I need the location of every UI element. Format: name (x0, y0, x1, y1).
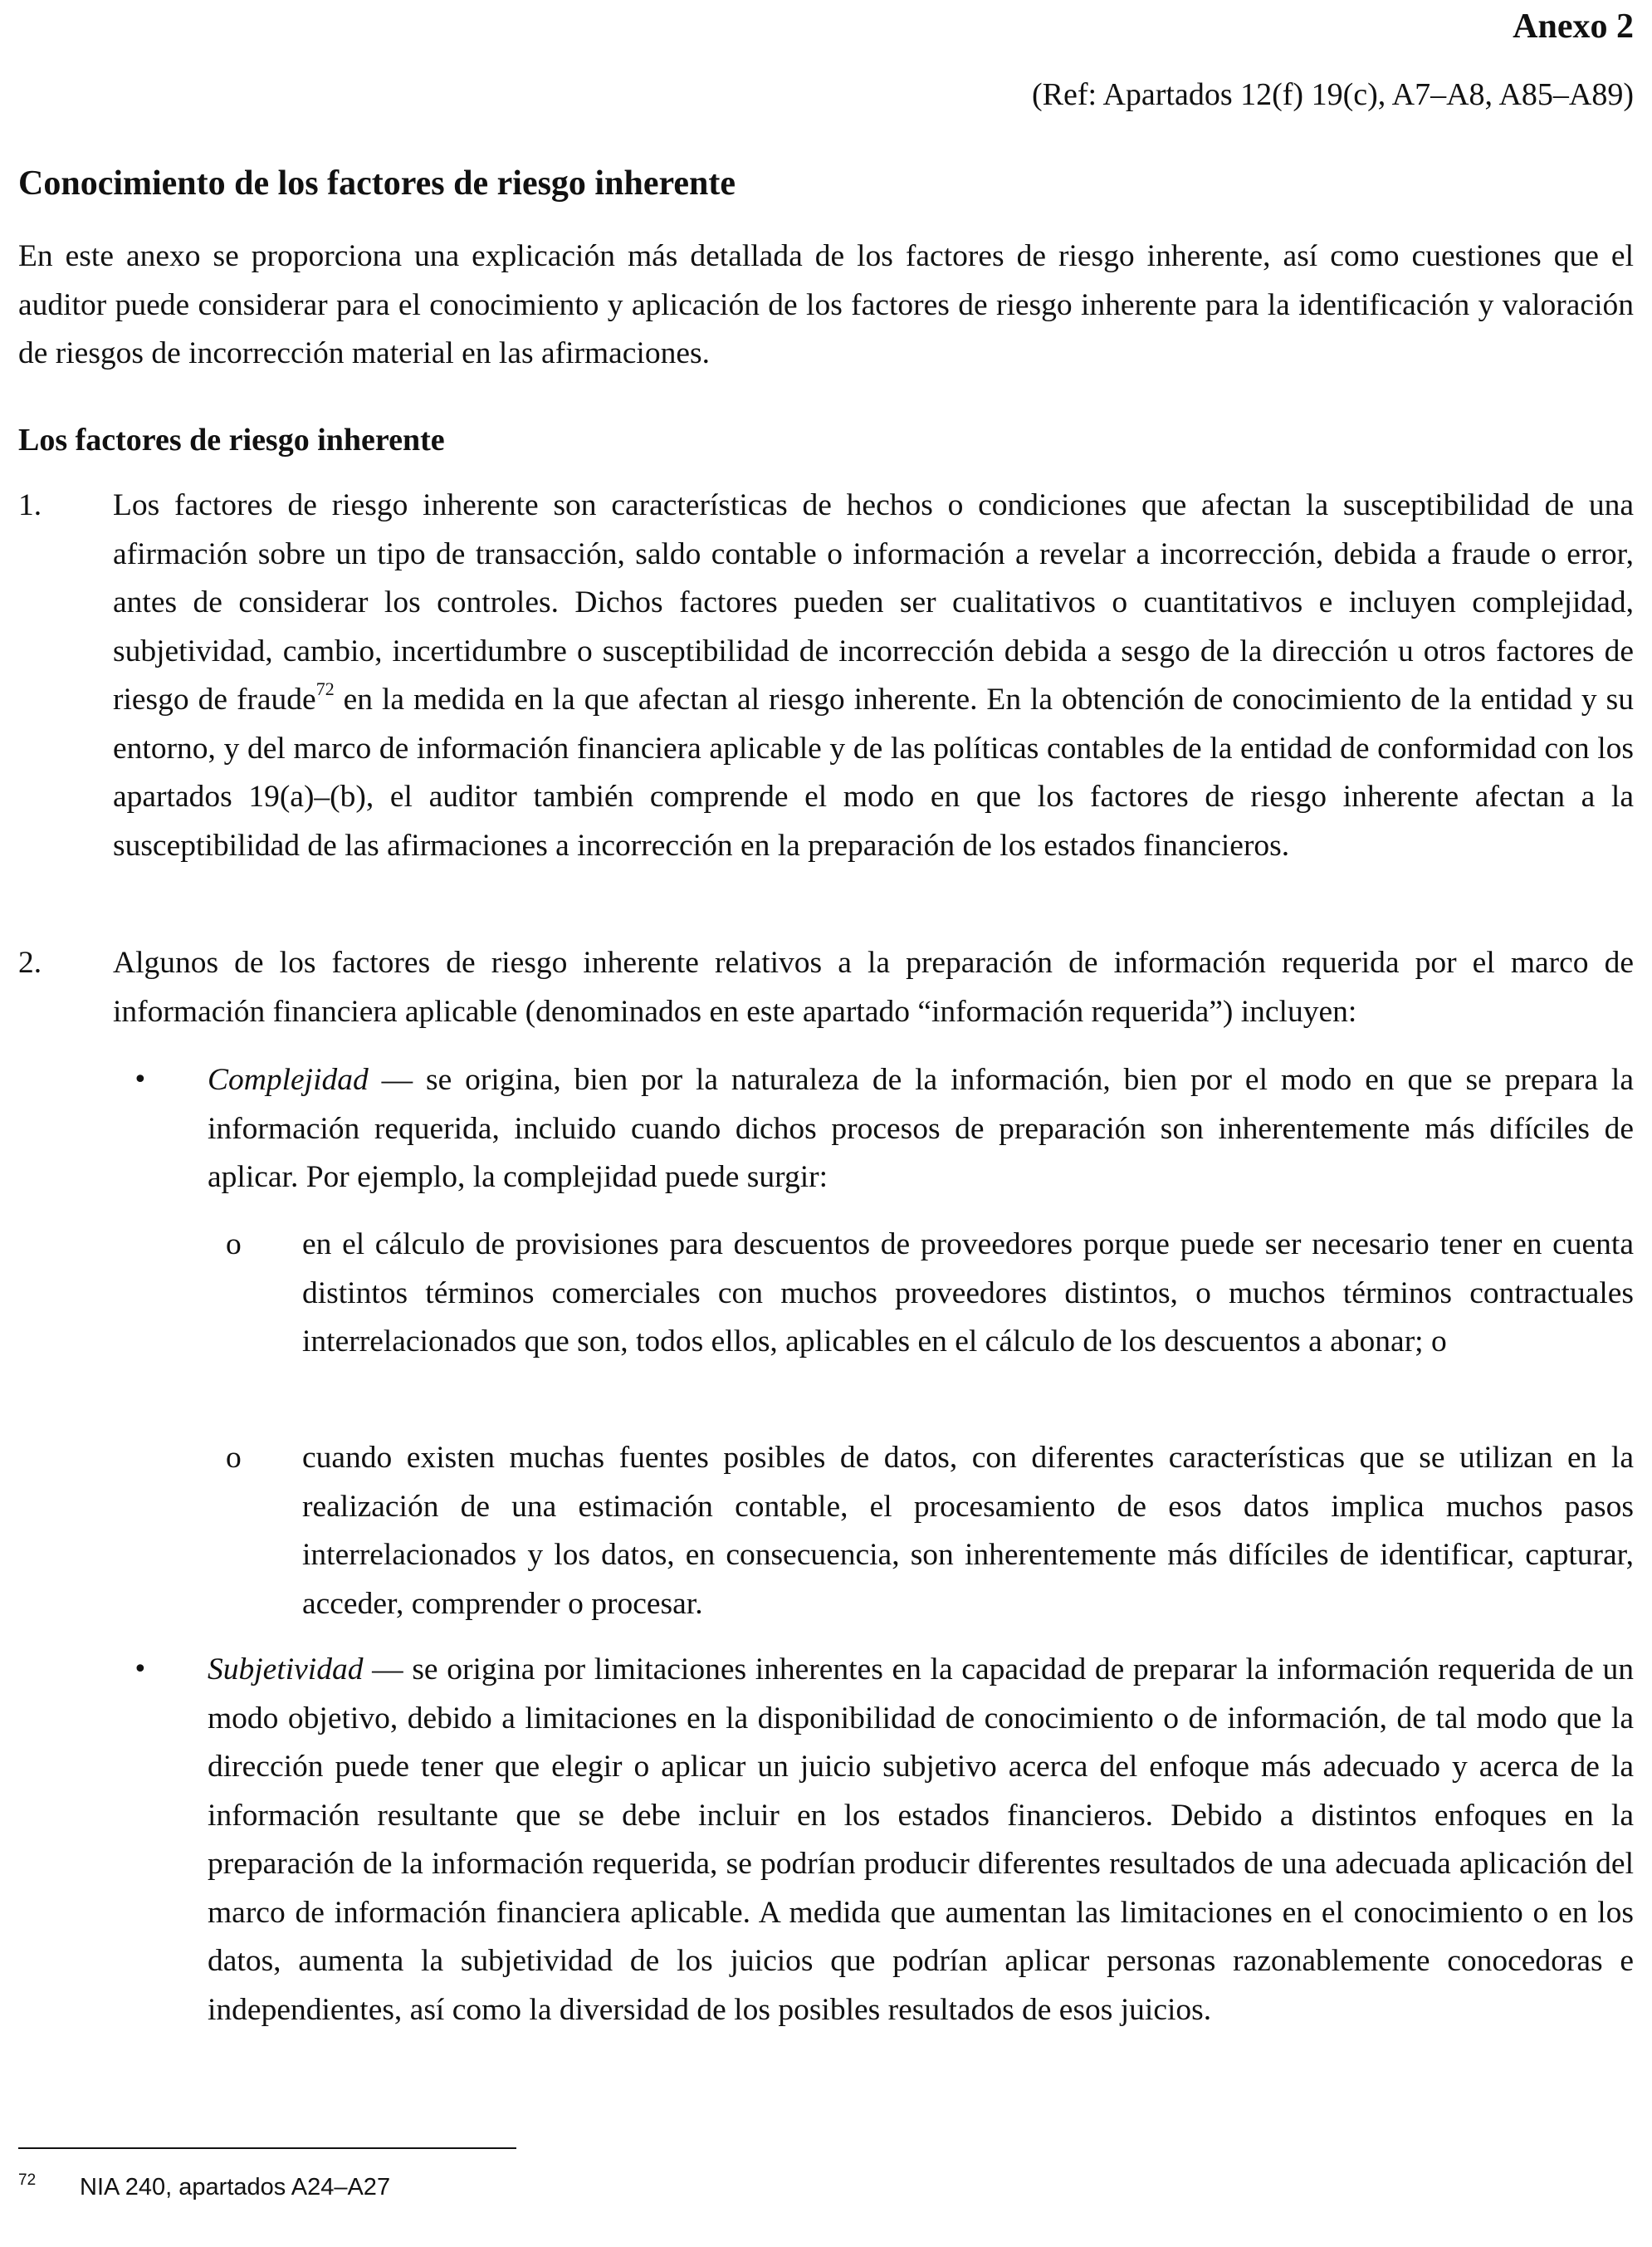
bullet-text (208, 1646, 1634, 2034)
numbered-paragraph-2 (18, 939, 1634, 1036)
footnote-divider (18, 2147, 516, 2149)
bullet-icon: • (133, 1655, 148, 1684)
footnote-number: 72 (18, 2171, 37, 2189)
bullet-term: Complejidad (208, 1063, 369, 1097)
bullet-text (208, 1056, 1634, 1202)
intro-paragraph: En este anexo se proporciona una explicación más detallada de los factores de riesgo inherente, así como cuestiones que el auditor puede considerar para el conocimiento y aplicación de los factores de riesgo inherente para la identificación y valoración de riesgos de incorrección material en las afirmaciones. (18, 239, 1634, 370)
bullet-term: Subjetividad (208, 1652, 364, 1686)
section-heading: Los factores de riesgo inherente (18, 423, 445, 458)
paragraph-text (113, 482, 1634, 870)
paragraph-number: 2. (18, 946, 42, 980)
bullet-description: — se origina por limitaciones inherentes en la capacidad de preparar la información requerida de un modo objetivo, debido a limitaciones en la disponibilidad de conocimiento o de información, de tal modo que la dirección puede tener que elegir o aplicar un juicio subjetivo acerca del enfoque más adecuado y acerca de la información resultante que se debe incluir en los estados financieros. Debido a distintos enfoques en la preparación de la información requerida, se podrían producir diferentes resultados de una adecuada aplicación del marco de información financiera aplicable. A medida que aumentan las limitaciones en el conocimiento o en los datos, aumenta la subjetividad de los juicios que podrían aplicar personas razonablemente conocedoras e independientes, así como la diversidad de los posibles resultados de esos juicios. (208, 1652, 1634, 2027)
bullet-item-complejidad (113, 1056, 1634, 1202)
page-title: Conocimiento de los factores de riesgo inherente (18, 164, 736, 203)
bullet-icon: • (133, 1065, 148, 1094)
sub-list-item-2 (208, 1434, 1634, 1628)
footnote-reference[interactable]: 72 (315, 678, 335, 699)
paragraph-text-part: en la medida en la que afectan al riesgo inherente. En la obtención de conocimiento de la entidad y su entorno, y del marco de información financiera aplicable y de las políticas contables de la entidad de conformidad con los apartados 19(a)–(b), el auditor también comprende el modo en que los factores de riesgo inherente afectan a la susceptibilidad de las afirmaciones a incorrección en la preparación de los estados financieros. (113, 683, 1634, 863)
footnote-text: NIA 240, apartados A24–A27 (80, 2174, 391, 2200)
sub-list-item-1 (208, 1221, 1634, 1367)
paragraph-text: Algunos de los factores de riesgo inherente relativos a la preparación de información requerida por el marco de información financiera aplicable (denominados en este apartado “información requerida”) incluyen: (113, 946, 1634, 1029)
bullet-item-subjetividad (113, 1646, 1634, 2034)
sub-bullet-icon: o (226, 1227, 242, 1261)
footnote (18, 2171, 391, 2207)
numbered-paragraph-1 (18, 482, 1634, 870)
annex-reference: (Ref: Apartados 12(f) 19(c), A7–A8, A85–A89) (1031, 77, 1634, 112)
sub-item-text: en el cálculo de provisiones para descuentos de proveedores porque puede ser necesario tener en cuenta distintos términos comerciales con muchos proveedores distintos, o muchos términos contractuales interrelacionados que son, todos ellos, aplicables en el cálculo de los descuentos a abonar; o (302, 1227, 1634, 1358)
annex-title: Anexo 2 (1513, 7, 1634, 46)
bullet-description: — se origina, bien por la naturaleza de la información, bien por el modo en que se prepara la información requerida, incluido cuando dichos procesos de preparación son inherentemente más difíciles de aplicar. Por ejemplo, la complejidad puede surgir: (208, 1063, 1634, 1194)
sub-item-text: cuando existen muchas fuentes posibles de datos, con diferentes características que se utilizan en la realización de una estimación contable, el procesamiento de esos datos implica muchos pasos interrelacionados y los datos, en consecuencia, son inherentemente más difíciles de identificar, capturar, acceder, comprender o procesar. (302, 1441, 1634, 1621)
paragraph-text-part: Los factores de riesgo inherente son características de hechos o condiciones que afectan la susceptibilidad de una afirmación sobre un tipo de transacción, saldo contable o información a revelar a incorrección, debida a fraude o error, antes de considerar los controles. Dichos factores pueden ser cualitativos o cuantitativos e incluyen complejidad, subjetividad, cambio, incertidumbre o susceptibilidad de incorrección debida a sesgo de la dirección u otros factores de riesgo de fraude (113, 488, 1634, 717)
paragraph-number: 1. (18, 488, 42, 522)
sub-bullet-icon: o (226, 1441, 242, 1475)
